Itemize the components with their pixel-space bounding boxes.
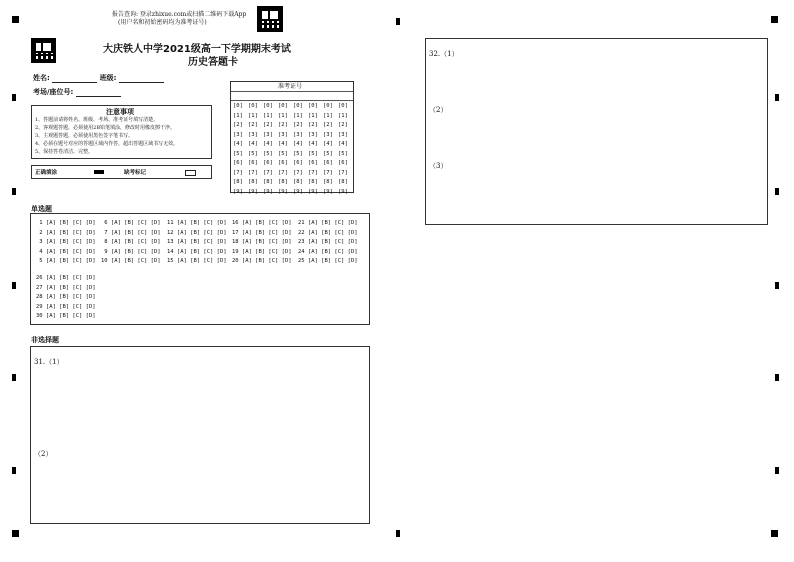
timing-mark <box>396 18 400 25</box>
timing-mark <box>12 188 16 195</box>
timing-mark <box>12 374 16 381</box>
exam-digit-column[interactable]: [0] [1] [2] [3] [4] [5] [6] [7] [8] [9] <box>278 103 288 195</box>
mcq-item-25[interactable]: 25 [A] [B] [C] [D] <box>298 258 358 264</box>
mcq-item-24[interactable]: 24 [A] [B] [C] [D] <box>298 248 358 255</box>
q31-label: 31.（1） <box>34 358 64 366</box>
timing-mark <box>775 282 779 289</box>
qr-code-icon <box>31 38 56 63</box>
note-item: 2、客观题答题，必须使用2B铅笔填涂，修改时用橡皮擦干净。 <box>35 125 176 131</box>
q32-2-label: （2） <box>429 106 448 114</box>
mcq-item-21[interactable]: 21 [A] [B] [C] [D] <box>298 220 358 226</box>
single-choice-box <box>30 213 370 325</box>
exam-digit-column[interactable]: [0] [1] [2] [3] [4] [5] [6] [7] [8] [9] <box>233 103 243 195</box>
timing-mark <box>775 94 779 101</box>
mcq-item-22[interactable]: 22 [A] [B] [C] [D] <box>298 229 358 236</box>
class-field[interactable] <box>119 74 164 83</box>
non-choice-title: 非选择题 <box>31 336 59 344</box>
mcq-item-27[interactable]: 27 [A] [B] [C] [D] <box>36 284 96 291</box>
corner-mark <box>12 16 19 23</box>
mcq-item-12[interactable]: 12 [A] [B] [C] [D] <box>167 229 227 236</box>
exam-digit-column[interactable]: [0] [1] [2] [3] [4] [5] [6] [7] [8] [9] <box>248 103 258 195</box>
page-title: 大庆铁人中学2021级高一下学期期末考试 <box>103 44 291 55</box>
exam-digit-column[interactable]: [0] [1] [2] [3] [4] [5] [6] [7] [8] [9] <box>338 103 348 195</box>
mcq-item-7[interactable]: 7 [A] [B] [C] [D] <box>101 229 161 236</box>
mcq-item-20[interactable]: 20 [A] [B] [C] [D] <box>232 258 292 264</box>
mcq-item-6[interactable]: 6 [A] [B] [C] [D] <box>101 220 161 226</box>
mcq-item-8[interactable]: 8 [A] [B] [C] [D] <box>101 239 161 245</box>
mcq-item-14[interactable]: 14 [A] [B] [C] [D] <box>167 248 227 255</box>
timing-mark <box>396 530 400 537</box>
name-label: 姓名: <box>33 74 50 82</box>
notes-title: 注意事项 <box>106 108 134 116</box>
corner-mark <box>771 530 778 537</box>
q32-label: 32.（1） <box>429 50 459 58</box>
mcq-item-23[interactable]: 23 [A] [B] [C] [D] <box>298 239 358 245</box>
mcq-item-9[interactable]: 9 [A] [B] [C] [D] <box>101 248 161 255</box>
timing-mark <box>12 467 16 474</box>
note-item: 3、主观题答题，必须使用黑色签字笔书写。 <box>35 133 134 139</box>
timing-mark <box>775 188 779 195</box>
report-line: 报告查询: 登录zhixue.com或扫描二维码下载App <box>112 11 247 18</box>
notes-box <box>31 105 212 159</box>
name-field[interactable] <box>52 74 97 83</box>
q32-answer-box[interactable] <box>425 38 768 225</box>
mcq-area[interactable] <box>31 214 369 324</box>
seat-label: 考场/座位号: <box>33 88 74 96</box>
mcq-item-13[interactable]: 13 [A] [B] [C] [D] <box>167 239 227 245</box>
corner-mark <box>12 530 19 537</box>
report-sub: (用户名和初始密码均为准考证号) <box>118 19 207 26</box>
exam-number-box <box>230 81 354 193</box>
exam-number-label: 准考证号 <box>278 83 303 90</box>
mcq-item-28[interactable]: 28 [A] [B] [C] [D] <box>36 294 96 300</box>
note-item: 5、保持答卷清洁、完整。 <box>35 149 94 155</box>
mcq-item-15[interactable]: 15 [A] [B] [C] [D] <box>167 258 227 264</box>
class-label: 班级: <box>99 74 117 82</box>
correct-fill-label: 正确填涂 <box>35 170 58 176</box>
mcq-item-19[interactable]: 19 [A] [B] [C] [D] <box>232 248 292 255</box>
exam-number-columns[interactable] <box>233 102 353 195</box>
q31-2-label: （2） <box>34 450 53 458</box>
absent-mark-box[interactable] <box>185 170 196 176</box>
exam-digit-column[interactable]: [0] [1] [2] [3] [4] [5] [6] [7] [8] [9] <box>263 103 273 195</box>
timing-mark <box>775 374 779 381</box>
mcq-item-30[interactable]: 30 [A] [B] [C] [D] <box>36 313 96 319</box>
note-item: 4、必须在题号对应的答题区域内作答，超出答题区域书写无效。 <box>35 141 179 147</box>
mcq-item-17[interactable]: 17 [A] [B] [C] [D] <box>232 229 292 236</box>
mcq-item-18[interactable]: 18 [A] [B] [C] [D] <box>232 239 292 245</box>
timing-mark <box>775 467 779 474</box>
correct-fill-sample <box>94 170 104 174</box>
mcq-item-26[interactable]: 26 [A] [B] [C] [D] <box>36 275 96 281</box>
mcq-item-1[interactable]: 1 [A] [B] [C] [D] <box>36 220 96 226</box>
timing-mark <box>12 94 16 101</box>
absent-mark-label: 缺考标记 <box>124 170 147 176</box>
note-item: 1、答题前请将姓名、班级、考场、准考证号填写清楚。 <box>35 117 159 123</box>
mcq-item-2[interactable]: 2 [A] [B] [C] [D] <box>36 229 96 236</box>
page-subtitle: 历史答题卡 <box>188 57 238 68</box>
mcq-item-11[interactable]: 11 [A] [B] [C] [D] <box>167 220 227 226</box>
exam-digit-column[interactable]: [0] [1] [2] [3] [4] [5] [6] [7] [8] [9] <box>293 103 303 195</box>
single-choice-title: 单选题 <box>31 205 52 213</box>
corner-mark <box>771 16 778 23</box>
qr-code-icon <box>257 6 283 32</box>
mcq-item-4[interactable]: 4 [A] [B] [C] [D] <box>36 248 96 255</box>
exam-digit-column[interactable]: [0] [1] [2] [3] [4] [5] [6] [7] [8] [9] <box>308 103 318 195</box>
fill-legend <box>31 165 212 179</box>
mcq-item-10[interactable]: 10 [A] [B] [C] [D] <box>101 258 161 264</box>
exam-digit-column[interactable]: [0] [1] [2] [3] [4] [5] [6] [7] [8] [9] <box>323 103 333 195</box>
seat-field[interactable] <box>76 88 121 97</box>
mcq-item-5[interactable]: 5 [A] [B] [C] [D] <box>36 258 96 264</box>
mcq-item-16[interactable]: 16 [A] [B] [C] [D] <box>232 220 292 226</box>
mcq-item-3[interactable]: 3 [A] [B] [C] [D] <box>36 239 96 245</box>
mcq-item-29[interactable]: 29 [A] [B] [C] [D] <box>36 303 96 310</box>
q32-3-label: （3） <box>429 162 448 170</box>
q31-answer-box[interactable] <box>30 346 370 524</box>
timing-mark <box>12 282 16 289</box>
